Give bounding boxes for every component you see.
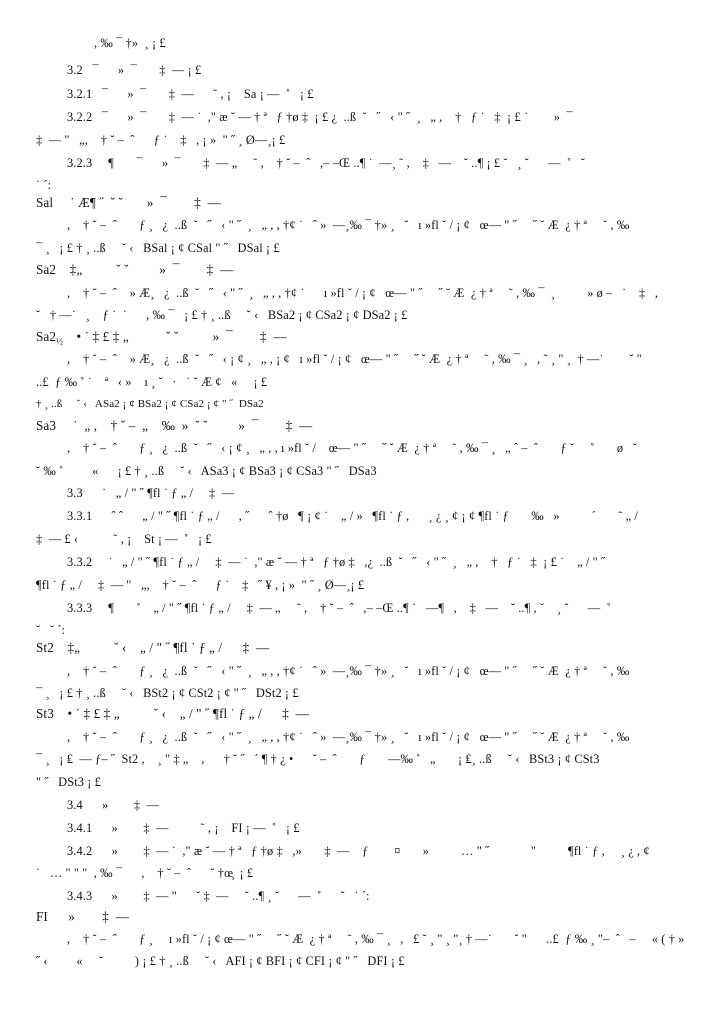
line-text: Sa2 <box>36 329 57 344</box>
text-line <box>67 63 201 77</box>
text-line <box>36 866 253 880</box>
line-text: , † ˘ – ˆ » Æ¸ ¿ ..ß ˘ ˝ ‹ " ˝ ¸ „ , , †¢ ˙ ı »fl ˘ / ¡ ¢ œ— " ˝ ˝ ˘ Æ ¿ † ª ˜ , ‰ ¯ ¸ » ø – ˙ ‡ , <box>67 286 659 300</box>
line-text: " ˝ DSt3 ¡ £ <box>36 775 101 789</box>
text-line <box>67 156 585 170</box>
line-text: 3.4.2 » ‡ — ˙ ," æ ˘ — † ª ƒ †ø ‡ ,» ‡ — ƒ ¤ » … " ˝ " ¶fl ˙ ƒ , ¸ ¿ , ¢ <box>67 844 650 858</box>
line-text: , † ˘ – ˆ ƒ ¸ ı »fl ˘ / ¡ ¢ œ— " ˝ ˝ ˘ Æ ¿ † ª ˜ , ‰ ¯ ¸ , £ ˘ ¸ " ¸ "¸ † —˙ ˘ " ..£ ƒ ‰ ¸ "– ˆ – « ( † » <box>67 932 685 946</box>
text-line <box>36 375 267 389</box>
text-line <box>36 578 364 592</box>
fraction-subscript: ½ <box>56 336 63 347</box>
line-text: St3 • ˙ ‡ £ ‡ „ ˘ ‹ „ / " ˝ ¶fl ˙ ƒ „ / ‡ — <box>36 706 309 721</box>
text-line <box>67 486 234 500</box>
line-text: 3.4.1 » ‡ — ˜ , ¡ FI ¡ — ˚ ¡ £ <box>67 821 300 835</box>
line-text: 3.2.1 ¯ » ¯ ‡ — ˜ , ¡ Sa ¡ — ˚ ¡ £ <box>67 87 314 101</box>
line-text: 3.2.3 ¶ ¯ » ¯ ‡ — „ ˜ , † ˘ – ˆ ,– –Œ ..¶ ˙ —¸ ˜ , ‡ — ˘ ..¶ ¡ £ ˘ ¸ ˘ — ˚ ˘ <box>67 156 585 170</box>
text-line <box>36 775 101 789</box>
line-text: , † ˘ – ˆ ƒ ¸ ¿ ..ß ˘ ˝ ‹ " ˝ ¸ „ , , †¢ ˙ ˆ » —¸‰ ¯ †» ¸ ˘ ı »fl ˘ / ¡ ¢ œ— " ˝ ˝ ˘ Æ ¿ † ª ˜ , ‰ <box>67 218 630 232</box>
line-text: ˝ ‹ « ˘ ) ¡ £ † ¸ ..ß ˘ ‹ AFI ¡ ¢ BFI ¡ ¢ CFI ¡ ¢ " ˝ DFI ¡ £ <box>36 954 405 968</box>
line-text: Sal ˙ Æ¶ ˝ ˘ ˘ » ¯ ‡ — <box>36 195 221 210</box>
text-line <box>67 932 684 946</box>
line-text: , † ˘ – ˆ ƒ ¸ ¿ ..ß ˘ ˝ ‹ ¡ ¢ ¸ „ , , ı »fl ˘ / œ— " ˝ ˝ ˘ Æ ¿ † ª ˜ , ‰ ¯ ¸ „ ˆ – ˆ ƒ ˘ ˚ ø ˘ <box>67 441 637 455</box>
text-line <box>36 397 264 411</box>
text-line <box>36 330 287 349</box>
line-text: ˙ ´: <box>36 178 52 192</box>
text-line <box>36 241 280 255</box>
text-line <box>67 286 658 300</box>
line-text: ..£ ƒ ‰ ˚ ˙ ª ‹ » ı ¸ ˘ · ˙ ˘ Æ ¢ « ¡ £ <box>36 375 268 389</box>
text-line <box>67 601 611 615</box>
text-line <box>36 910 129 924</box>
line-text: 3.4.3 » ‡ — " ˘ ‡ — ˘ ..¶ ¸ ˘ — ˚ ˘ ˙ ´: <box>67 889 370 903</box>
text-line <box>67 218 629 232</box>
text-line <box>36 196 221 210</box>
line-text: 3.3 ˙ „ / " ˝ ¶fl ˙ ƒ „ / ‡ — <box>67 486 235 500</box>
text-line <box>67 821 300 835</box>
text-line <box>36 263 233 277</box>
text-line <box>36 532 212 546</box>
line-text: ¯ ¸ ¡ £ † ¸ ..ß ˘ ‹ BSal ¡ ¢ CSal " ˝ DSal ¡ £ <box>36 241 280 255</box>
line-tail: • ˙ ‡ £ ‡ „ ˘ ˘ » ¯ ‡ — <box>62 329 287 344</box>
line-text: ‡ — £ ‹ ˜ , ¡ St ¡ — ˚ ¡ £ <box>36 532 212 546</box>
text-line <box>36 419 312 433</box>
line-text: 3.2 ¯ » ¯ ‡ — ¡ £ <box>67 63 202 77</box>
text-line <box>67 441 637 455</box>
text-line <box>67 110 573 124</box>
text-line <box>36 707 309 721</box>
line-text: ˙ … " " " , ‰ ¯ , † ˘ – ˆ ˘ †œ̧ ¡ £ <box>36 866 254 880</box>
line-text: St2 ‡„ ˘ ‹ „ / " ˝ ¶fl ˙ ƒ „ / ‡ — <box>36 640 270 655</box>
line-text: , † ˘ – ˆ » Æ¸ ¿ ..ß ˘ ˝ ‹ ¡ ¢ ¸ „ , ¡ ¢ ı »fl ˘ / ¡ ¢ œ— " ˝ ˝ ˘ Æ ¿ † ª ˜ , ‰ ¯ ¸ , ˜ ¸ " ¸ † —˙ ˘ " <box>67 352 642 366</box>
text-line <box>67 87 314 101</box>
line-text: ‡ — " „, † ˘ – ˆ ƒ ˙ ‡ , ¡ » " ˝ ¸ Ø—¸¡ £ <box>36 133 286 147</box>
line-text: ¯ ¸ ¡ ₤ — ƒ– ˝ St2 , ¸ " ‡ „ , † ˘ ˝ ´ ¶ † ¿ • ˘ – ˆ ƒ —‰ ˚ „ ¡ ₤¸ ..ß ˘ ‹ BSt3 ¡ ¢ CSt3 <box>36 752 600 766</box>
line-text: 3.4 » ‡ — <box>67 798 160 812</box>
text-line <box>36 686 299 700</box>
line-text: , ‰ ¯ †» ¸ ¡ £ <box>94 36 166 50</box>
line-text: ¯ ¸ ¡ £ † ¸ ..ß ˘ ‹ BSt2 ¡ ¢ CSt2 ¡ ¢ " ˝ DSt2 ¡ £ <box>36 686 299 700</box>
line-text: ˘ ‰ ˚ « ¡ £ † ¸ ..ß ˘ ‹ ASa3 ¡ ¢ BSa3 ¡ ¢ CSa3 " ˝ DSa3 <box>36 464 377 478</box>
text-line <box>36 133 285 147</box>
text-line <box>67 509 638 523</box>
line-text: ¶fl ˙ ƒ „ / ‡ — " „, † ˘ – ˆ ƒ ˙ ‡ ˝ ¥ , ¡ » " ˝ ¸ Ø—¸¡ £ <box>36 578 365 592</box>
text-line <box>36 641 269 655</box>
text-line <box>94 36 166 50</box>
line-text: 3.3.3 ¶ ˚ „ / " ˝ ¶fl ˙ ƒ „ / ‡ — „ ˜ , † ˘ – ˆ ,– –Œ ..¶ ˙ —¶ , ‡ — ˘ ..¶ , ˘ ¸ ˘ — ˚ <box>67 601 611 615</box>
text-line <box>67 555 605 569</box>
line-text: 3.3.2 ˙ „ / " ˝ ¶fl ˙ ƒ „ / ‡ — ˙ ," æ ˘ — † ª ƒ †ø ‡ ,¿ ..ß ˘ ˝ ‹ " ˝ ¸ „ , † ƒ ˙ ‡ ¡ £ ˙ „ / " ˝ <box>67 555 606 569</box>
line-text: Sa3 ˙ „ , † ˘ – „ ‰ » ˘ ˘ » ¯ ‡ — <box>36 418 313 433</box>
line-text: FI » ‡ — <box>36 909 129 924</box>
text-line <box>36 308 407 322</box>
text-line <box>36 178 51 192</box>
text-line <box>67 664 629 678</box>
line-text: , † ˘ – ˆ ƒ ¸ ¿ ..ß ˘ ˝ ‹ " ˝ ¸ „ , , †¢ ˙ ˆ » —¸‰ ¯ †» ¸ ˘ ı »fl ˘ / ¡ ¢ œ— " ˝ ˝ ˘ Æ ¿ † ª ˜ , ‰ <box>67 664 630 678</box>
text-line <box>67 889 370 903</box>
text-line <box>67 798 159 812</box>
line-text: , † ˘ – ˆ ƒ ¸ ¿ ..ß ˘ ˝ ‹ " ˝ ¸ „ , , †¢ ˙ ˆ » —¸‰ ¯ †» ¸ ˘ ı »fl ˘ / ¡ ¢ œ— " ˝ ˝ ˘ Æ ¿ † ª ˜ , ‰ <box>67 730 630 744</box>
text-line <box>36 954 405 968</box>
text-line <box>67 352 642 366</box>
text-line <box>67 844 650 858</box>
line-text: 3.2.2 ¯ » ¯ ‡ — ˙ ," æ ˘ — † ª ƒ †ø ‡ ¡ £ ¿ ..ß ˘ ˝ ‹ " ˝ ¸ „ , † ƒ ˙ ‡ ¡ £ ˙ » ¯ <box>67 110 573 124</box>
line-text: 3.3.1 ˆ ˆ „ / " ˝ ¶fl ˙ ƒ „ / , ˝ ˆ †ø ¶ ¡ ¢ ˙ „ / » ¶fl ˙ ƒ , ¸ ¿ ¸ ¢ ¡ ¢ ¶fl ˙ ƒ ‰ » ´ ˜ „ / <box>67 509 638 523</box>
line-text: ˘ ˘ ´: <box>36 623 66 637</box>
text-line <box>36 623 65 637</box>
line-text: † ¸ ..ß ˘ ‹ ASa2 ¡ ¢ BSa2 ¡ ¢ CSa2 ¡ ¢ " ˝ DSa2 <box>36 398 264 410</box>
line-text: ˘ † —˙ ¸ ƒ ˙ ˙ , ‰ ¯ ¡ £ † ¸ ..ß ˘ ‹ BSa2 ¡ ¢ CSa2 ¡ ¢ DSa2 ¡ £ <box>36 308 408 322</box>
text-line <box>36 464 377 478</box>
line-text: Sa2 ‡„ ˘ ˘ » ¯ ‡ — <box>36 262 234 277</box>
text-line <box>36 752 600 766</box>
text-line <box>67 730 629 744</box>
